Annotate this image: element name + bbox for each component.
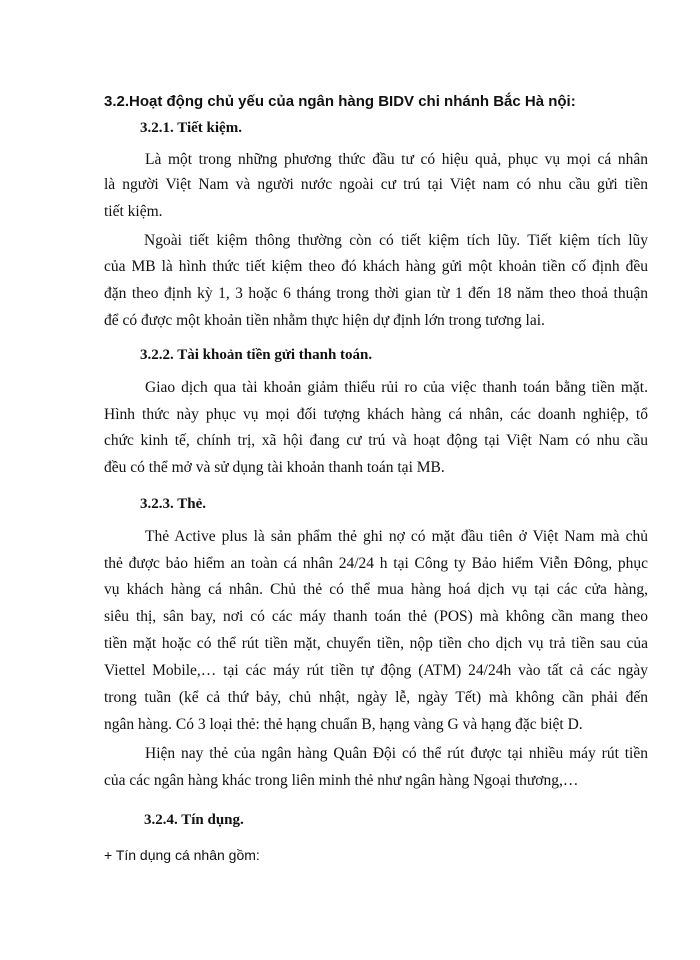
section-heading: 3.2.Hoạt động chủ yếu của ngân hàng BIDV chi nhánh Bắc Hà nội: <box>104 93 576 110</box>
savings-p1-line3: tiết kiệm. <box>104 203 163 220</box>
account-heading: 3.2.2. Tài khoản tiền gửi thanh toán. <box>140 347 373 363</box>
card-heading: 3.2.3. Thẻ. <box>140 496 206 512</box>
card-p2-line1: Hiện nay thẻ của ngân hàng Quân Đội có thể rút được tại nhiều máy rút tiền <box>145 745 648 762</box>
card-p1-line5: tiền mặt hoặc có thể rút tiền mặt, chuyển tiền, nộp tiền cho dịch vụ trả tiền sau của <box>104 635 648 652</box>
card-p1-line3: vụ khách hàng cá nhân. Chủ thẻ có thể mua hàng hoá dịch vụ tại các cửa hàng, <box>104 581 648 598</box>
account-p1-line1: Giao dịch qua tài khoản giảm thiểu rủi ro của việc thanh toán bằng tiền mặt. <box>145 379 648 396</box>
account-p1-line2: Hình thức này phục vụ mọi đối tượng khách hàng cá nhân, các doanh nghiệp, tổ <box>104 406 648 423</box>
savings-p2-line1: Ngoài tiết kiệm thông thường còn có tiết kiệm tích lũy. Tiết kiệm tích lũy <box>144 232 648 249</box>
credit-heading: 3.2.4. Tín dụng. <box>144 812 244 828</box>
savings-heading: 3.2.1. Tiết kiệm. <box>140 120 242 136</box>
card-p1-line1: Thẻ Active plus là sản phẩm thẻ ghi nợ có mặt đầu tiên ở Việt Nam mà chủ <box>145 528 648 545</box>
card-p1-line4: siêu thị, sân bay, nơi có các máy thanh toán thẻ (POS) mà không cần mang theo <box>104 608 648 625</box>
card-p2-line2: của các ngân hàng khác trong liên minh thẻ như ngân hàng Ngoại thương,… <box>104 772 579 789</box>
savings-p2-line4: để có được một khoản tiền nhằm thực hiện dự định lớn trong tương lai. <box>104 312 545 329</box>
savings-p1-line2: là người Việt Nam và người nước ngoài cư trú tại Việt nam có nhu cầu gửi tiền <box>104 176 648 193</box>
account-p1-line3: chức kinh tế, chính trị, xã hội đang cư trú và hoạt động tại Việt Nam có nhu cầu <box>104 432 648 449</box>
card-p1-line8: ngân hàng. Có 3 loại thẻ: thẻ hạng chuẩn B, hạng vàng G và hạng đặc biệt D. <box>104 716 583 733</box>
card-p1-line6: Viettel Mobile,… tại các máy rút tiền tự động (ATM) 24/24h vào tất cả các ngày <box>104 662 648 679</box>
card-p1-line2: thẻ được bảo hiểm an toàn cá nhân 24/24 h tại Công ty Bảo hiểm Viễn Đông, phục <box>104 555 648 572</box>
savings-p1-line1: Là một trong những phương thức đầu tư có hiệu quả, phục vụ mọi cá nhân <box>145 151 648 168</box>
card-p1-line7: trong tuần (kể cả thứ bảy, chủ nhật, ngày lễ, ngày Tết) mà không cần phải đến <box>104 689 648 706</box>
savings-p2-line3: đặn theo định kỳ 1, 3 hoặc 6 tháng trong thời gian từ 1 đến 18 năm theo thoả thuận <box>104 285 648 302</box>
credit-item-1: + Tín dụng cá nhân gồm: <box>104 847 260 863</box>
savings-p2-line2: của MB là hình thức tiết kiệm theo đó khách hàng gửi một khoản tiền cố định đều <box>104 258 648 275</box>
account-p1-line4: đều có thể mở và sử dụng tài khoản thanh toán tại MB. <box>104 459 445 476</box>
